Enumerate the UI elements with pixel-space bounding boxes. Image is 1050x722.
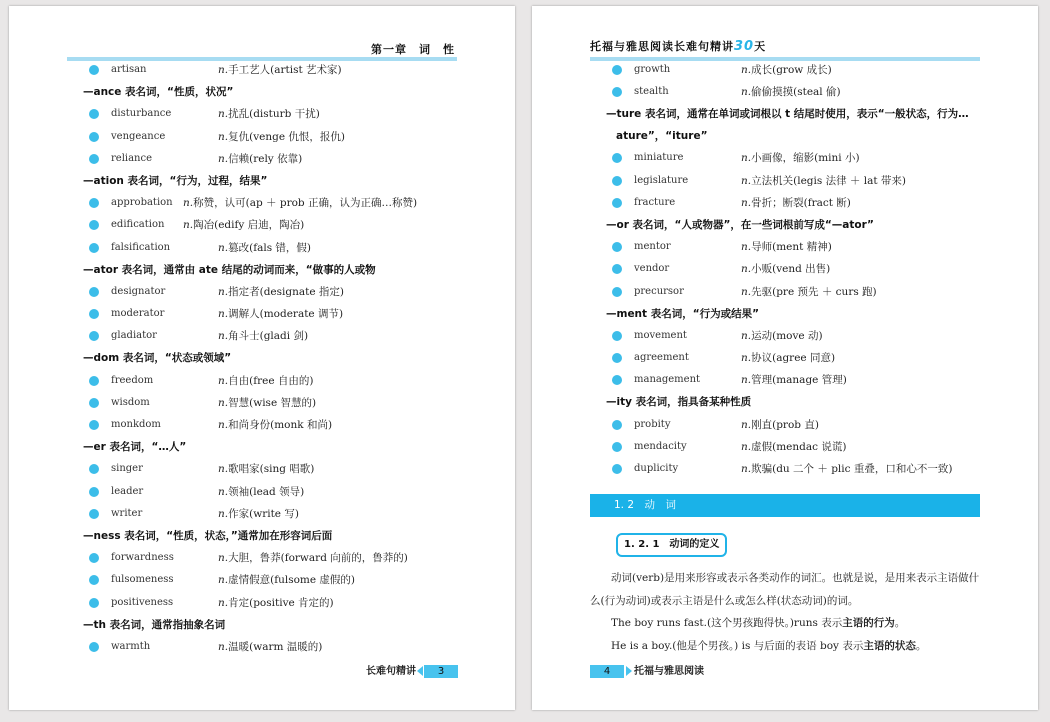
part-of-speech: n. [218,552,229,565]
part-of-speech: n. [741,241,752,254]
definition-text: 篡改(fals 错，假) [228,241,312,254]
part-of-speech: n. [218,108,229,121]
paragraph-text: He is a boy.(他是个男孩。) is 与后面的表语 boy 表示 [590,639,864,652]
part-of-speech: n. [218,374,229,387]
word: reliance [111,152,153,164]
word-entry [83,237,458,259]
part-of-speech: n. [741,174,752,187]
word-entry [83,148,458,170]
definition [218,414,332,436]
definition-text: 协议(agree 同意) [751,352,836,365]
definition [741,436,846,458]
definition [218,592,334,614]
word-entry [83,569,458,591]
part-of-speech: n. [741,152,752,165]
part-of-speech: n. [218,640,229,653]
word: singer [111,463,143,475]
part-of-speech: n. [741,64,752,76]
definition [741,458,952,480]
word-entry [83,458,458,480]
definition-text: 角斗士(gladi 剑) [228,330,309,343]
definition-text: 管理(manage 管理) [751,374,847,387]
word: agreement [634,352,689,364]
part-of-speech: n. [183,219,194,232]
word: mendacity [634,440,687,452]
definition [218,103,320,125]
bullet-icon [612,176,622,186]
part-of-speech: n. [741,374,752,387]
suffix-heading [77,347,458,369]
definition [218,303,343,325]
suffix-heading-continuation: ature”，“iture” [616,130,708,143]
bullet-icon [89,287,99,297]
definition-text: 作家(write 写) [228,507,299,520]
definition [741,147,860,169]
definition-text: 称赞，认可(ap ＋ prob 正确，认为正确…称赞) [193,197,418,210]
part-of-speech: n. [218,285,229,298]
suffix-heading-text: —ance 表名词，“性质，状况” [83,86,234,99]
word: wisdom [111,396,150,408]
bullet-icon [612,420,622,430]
part-of-speech: n. [741,463,752,475]
suffix-heading [600,303,981,325]
word-entry [606,281,981,303]
bullet-icon [612,287,622,297]
part-of-speech: n. [741,86,752,99]
definition [741,258,830,280]
right-footer [590,662,704,676]
paragraph-end: 。 [894,617,906,629]
word: probity [634,418,671,430]
suffix-heading-text: —ture 表名词，通常在单词或词根以 t 结尾时使用，表示“一般状态，行为… [606,108,969,121]
word: vengeance [111,130,166,142]
suffix-heading-text: —ment 表名词，“行为或结果” [606,307,760,320]
definition-text: 指定者(designate 指定) [228,285,344,298]
word-entry [606,192,981,214]
word-entry [83,59,458,81]
word-entry [83,214,458,236]
bullet-icon [89,598,99,608]
suffix-heading [77,614,458,636]
definition-text: 信赖(rely 依靠) [228,152,303,165]
word: forwardness [111,552,174,564]
section-title-bar [590,494,980,517]
word: miniature [634,152,684,164]
definition-text: 复仇(venge 仇恨，报仇) [228,130,345,143]
word-entry [606,170,981,192]
paragraph [590,567,982,612]
bullet-icon [89,464,99,474]
left-footer [366,662,458,676]
footer-label: 托福与雅思阅读 [634,666,704,677]
suffix-heading [600,214,981,236]
word: moderator [111,308,165,320]
part-of-speech: n. [741,352,752,365]
part-of-speech: n. [741,418,752,431]
bullet-icon [612,264,622,274]
word: edification [111,219,165,231]
bullet-icon [612,65,622,75]
definition [183,214,304,236]
word-entry [83,281,458,303]
word: legislature [634,174,689,186]
definition [741,192,851,214]
definition [218,370,313,392]
definition-text: 虚情假意(fulsome 虚假的) [228,574,356,587]
bullet-icon [89,553,99,563]
definition-text: 小贩(vend 出售) [751,263,831,276]
word: fracture [634,196,676,208]
word-entry [606,369,981,391]
triangle-left-icon [417,666,423,676]
left-word-list [83,59,458,658]
definition [218,569,355,591]
definition [741,170,906,192]
part-of-speech: n. [218,64,229,76]
definition-text: 虚假(mendac 说谎) [751,440,847,453]
definition-text: 温暖(warm 温暖的) [228,640,323,653]
definition-text: 肯定(positive 肯定的) [228,596,334,609]
word-entry [606,458,981,480]
word-entry [83,103,458,125]
definition-text: 调解人(moderate 调节) [228,308,344,321]
bullet-icon [89,509,99,519]
word: leader [111,485,144,497]
word: freedom [111,374,154,386]
definition [741,81,841,103]
paragraph-text: The boy runs fast.(这个男孩跑得快。)runs 表示 [590,617,843,629]
paragraph [590,635,982,658]
part-of-speech: n. [741,329,752,342]
paragraph [590,612,982,635]
suffix-heading [77,259,458,281]
definition-text: 运动(move 动) [751,329,823,342]
right-page-header [590,39,980,59]
bullet-icon [612,442,622,452]
definition-text: 陶冶(edify 启迪，陶冶) [193,219,305,232]
definition [741,414,819,436]
word: stealth [634,86,669,98]
bullet-icon [89,220,99,230]
right-word-list [606,59,981,480]
bullet-icon [89,198,99,208]
part-of-speech: n. [218,308,229,321]
part-of-speech: n. [741,440,752,453]
suffix-heading [600,103,981,147]
bullet-icon [612,331,622,341]
definition-paragraphs [590,567,982,657]
word-entry [83,392,458,414]
definition [218,481,304,503]
bullet-icon [89,398,99,408]
bullet-icon [89,154,99,164]
right-page [532,6,1038,710]
definition [741,236,832,258]
word: positiveness [111,596,174,608]
word-entry [83,126,458,148]
part-of-speech: n. [741,196,752,209]
suffix-heading [77,436,458,458]
definition [741,325,823,347]
word: artisan [111,64,147,75]
word-entry [83,370,458,392]
word: warmth [111,640,151,652]
definition-text: 智慧(wise 智慧的) [228,396,317,409]
bullet-icon [89,642,99,652]
bullet-icon [612,153,622,163]
emphasis-text: 主语的行为 [842,617,895,629]
suffix-heading-text: —ation 表名词，“行为，过程，结果” [83,174,268,187]
word: approbation [111,197,173,209]
word: designator [111,285,166,297]
definition [218,636,322,658]
definition-text: 和尚身份(monk 和尚) [228,419,333,431]
suffix-heading [77,525,458,547]
definition-text: 成长(grow 成长) [751,64,832,76]
word: duplicity [634,463,679,474]
definition-text: 刚直(prob 直) [751,418,819,431]
bullet-icon [612,198,622,208]
definition-text: 欺骗(du 二个 ＋ plic 重叠，口和心不一致) [751,463,953,475]
word-entry [83,503,458,525]
word: vendor [634,263,670,275]
bullet-icon [612,464,622,474]
bullet-icon [612,87,622,97]
definition [218,59,342,81]
book-title: 托福与雅思阅读长难句精讲30天 [590,39,767,54]
word: management [634,374,701,386]
definition-text: 骨折；断裂(fract 断) [751,196,851,209]
definition [218,126,345,148]
word-entry [83,325,458,347]
suffix-heading [600,391,981,413]
word: movement [634,329,687,341]
definition [218,458,314,480]
paragraph-end: 。 [915,639,927,652]
word: disturbance [111,108,172,120]
bullet-icon [612,353,622,363]
suffix-heading-text: —or 表名词，“人或物器”，在一些词根前写成“—ator” [606,218,874,231]
bullet-icon [89,331,99,341]
bullet-icon [89,376,99,386]
definition [218,281,344,303]
definition-text: 立法机关(legis 法律 ＋ lat 带来) [751,174,907,187]
part-of-speech: n. [218,507,229,520]
word-entry [83,414,458,436]
part-of-speech: n. [218,330,229,343]
word-entry [606,258,981,280]
part-of-speech: n. [741,285,752,298]
triangle-right-icon [626,666,632,676]
part-of-speech: n. [218,463,229,476]
definition [218,503,299,525]
word-entry [606,81,981,103]
part-of-speech: n. [218,574,229,587]
word-entry [606,59,981,81]
word: gladiator [111,330,157,342]
part-of-speech: n. [218,152,229,165]
suffix-heading-text: —th 表名词，通常指抽象名词 [83,618,226,631]
bullet-icon [89,575,99,585]
definition [183,192,417,214]
suffix-heading-text: —er 表名词，“…人” [83,441,187,454]
part-of-speech: n. [218,485,229,498]
left-page [9,6,515,710]
word: mentor [634,241,671,253]
bullet-icon [89,132,99,142]
part-of-speech: n. [218,596,229,609]
definition [741,347,835,369]
definition [741,369,847,391]
suffix-heading [77,81,458,103]
word-entry [606,414,981,436]
word-entry [606,236,981,258]
suffix-heading-text: —ator 表名词，通常由 ate 结尾的动词而来，“做事的人或物 [83,263,376,276]
word-entry [606,147,981,169]
left-page-header [67,39,457,59]
word: writer [111,507,143,519]
suffix-heading-text: —dom 表名词，“状态或领域” [83,352,232,365]
bullet-icon [89,109,99,119]
suffix-heading-text: —ness 表名词，“性质，状态，”通常加在形容词后面 [83,529,333,542]
bullet-icon [612,242,622,252]
part-of-speech: n. [741,263,752,276]
suffix-heading [77,170,458,192]
bullet-icon [89,420,99,430]
chapter-title: 第一章 词 性 [371,43,455,56]
part-of-speech: n. [183,197,194,210]
word: falsification [111,241,171,253]
word-entry [83,192,458,214]
definition-text: 先驱(pre 预先 ＋ curs 跑) [751,285,877,298]
word: fulsomeness [111,574,174,586]
definition-text: 领袖(lead 领导) [228,485,305,498]
word-entry [83,636,458,658]
definition-text: 偷偷摸摸(steal 偷) [751,86,841,99]
definition-text: 手工艺人(artist 艺术家) [228,64,342,76]
subsection-title: 1. 2. 1 动词的定义 [616,533,727,557]
page-number: 4 [590,665,624,678]
definition-text: 歌唱家(sing 唱歌) [228,463,315,476]
section-title: 1. 2 动 词 [614,499,677,511]
part-of-speech: n. [218,419,229,431]
part-of-speech: n. [218,241,229,254]
emphasis-text: 主语的状态 [863,639,916,652]
footer-label: 长难句精讲 [366,666,416,677]
bullet-icon [612,375,622,385]
definition-text: 扰乱(disturb 干扰) [228,108,320,121]
word-entry [606,347,981,369]
definition-text: 导师(ment 精神) [751,241,832,254]
bullet-icon [89,65,99,75]
part-of-speech: n. [218,396,229,409]
part-of-speech: n. [218,130,229,143]
bullet-icon [89,487,99,497]
definition-text: 自由(free 自由的) [228,374,314,387]
word: growth [634,64,671,75]
definition [218,392,316,414]
word-entry [606,325,981,347]
suffix-heading-text: —ity 表名词，指具备某种性质 [606,396,752,409]
definition [741,281,877,303]
word: precursor [634,285,684,297]
definition-text: 大胆，鲁莽(forward 向前的，鲁莽的) [228,552,408,565]
definition [218,547,408,569]
word-entry [83,481,458,503]
page-number: 3 [424,665,458,678]
word-entry [83,592,458,614]
paragraph-text: 动词(verb)是用来形容或表示各类动作的词汇。也就是说，是用来表示主语做什么(行为动词)或表示主语是什么或怎么样(状态动词)的词。 [590,572,980,607]
definition [218,237,311,259]
word: monkdom [111,419,161,430]
word-entry [83,303,458,325]
bullet-icon [89,309,99,319]
word-entry [606,436,981,458]
bullet-icon [89,243,99,253]
definition [741,59,832,81]
definition-text: 小画像，缩影(mini 小) [751,152,860,165]
definition [218,325,308,347]
definition [218,148,302,170]
book-title-number: 30 [734,39,755,54]
word-entry [83,547,458,569]
